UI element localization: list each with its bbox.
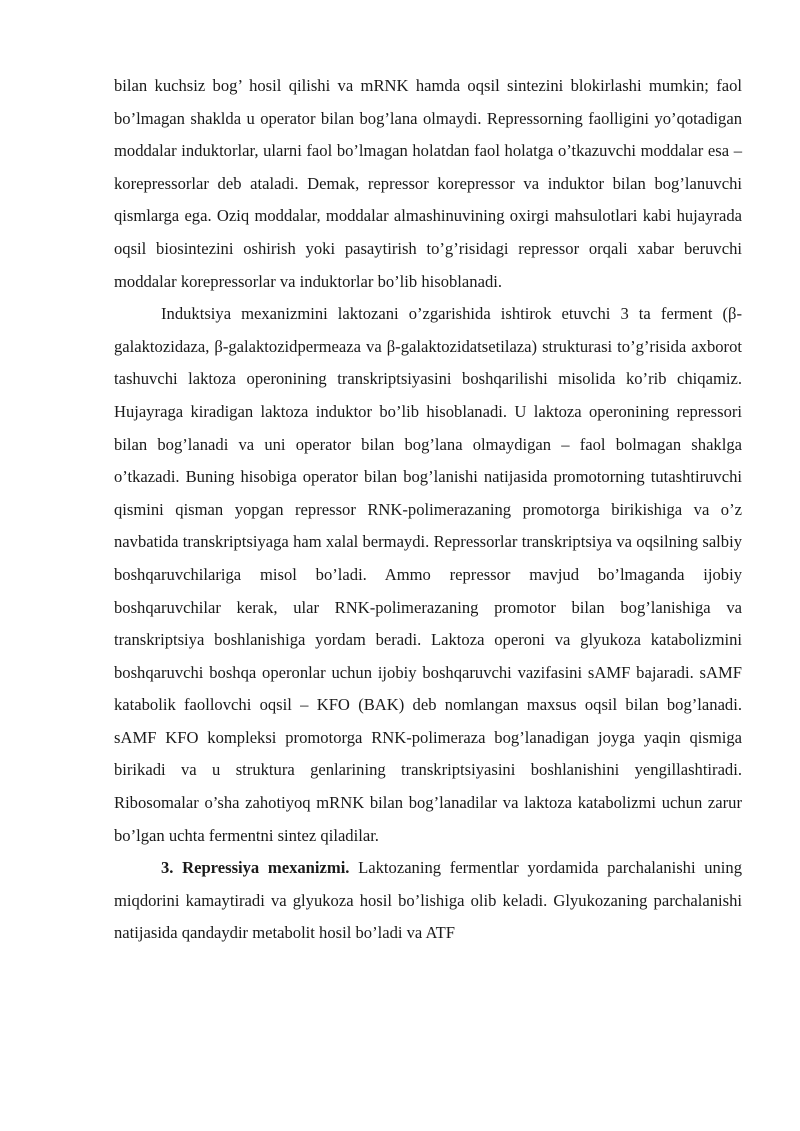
- paragraph-3-body: Laktozaning fermentlar yordamida parchalanishi uning miqdorini kamaytiradi va glyukoza hosil bo’lishiga olib keladi. Glyukozaning parchalanishi natijasida qandaydir metabolit hosil bo’ladi va ATF: [114, 858, 743, 943]
- paragraph-1: bilan kuchsiz bog’ hosil qilishi va mRNK hamda oqsil sintezini blokirlashi mumkin; faol bo’lmagan shaklda u operator bilan bog’lana olmaydi. Repressorning faolligini yo’qotadigan moddalar induktorlar, ularni faol bo’lmagan holatdan faol holatga o’tkazuvchi moddalar esa – korepressorlar deb ataladi. Demak, repressor korepressor va induktor bilan bog’lanuvchi qismlarga ega. Oziq moddalar, moddalar almashinuvining oxirgi mahsulotlari kabi hujayrada oqsil biosintezini oshirish yoki pasaytirish to’g’risidagi repressor orqali xabar beruvchi moddalar korepressorlar va induktorlar bo’lib hisoblanadi.: [114, 76, 742, 291]
- paragraph-2: Induktsiya mexanizmini laktozani o’zgarishida ishtirok etuvchi 3 ta ferment (β-galaktozidaza, β-galaktozidpermeaza va β-galaktozidatsetilaza) strukturasi to’g’risida axborot tashuvchi laktoza operonining transkriptsiyasini boshqarilishi misolida ko’rib chiqamiz. Hujayraga kiradigan laktoza induktor bo’lib hisoblanadi. U laktoza operonining repressori bilan bog’lanadi va uni operator bilan bog’lana olmaydigan – faol bolmagan shaklga o’tkazadi. Buning hisobiga operator bilan bog’lanishi natijasida promotorning tutashtiruvchi qismini qisman yopgan repressor RNK-polimerazaning promotorga birikishiga va o’z navbatida transkriptsiyaga ham xalal bermaydi. Repressorlar transkriptsiya va oqsilning salbiy boshqaruvchilariga misol bo’ladi. Ammo repressor mavjud bo’lmaganda ijobiy boshqaruvchilar kerak, ular RNK-polimerazaning promotor bilan bog’lanishiga va transkriptsiya boshlanishiga yordam beradi. Laktoza operoni va glyukoza katabolizmini boshqaruvchi boshqa operonlar uchun ijobiy boshqaruvchi vazifasini sAMF bajaradi. sAMF katabolik faollovchi oqsil – KFO (BAK) deb nomlangan maxsus oqsil bilan bog’lanadi. sAMF KFO kompleksi promotorga RNK-polimeraza bog’lanadigan joyga yaqin qismiga birikadi va u struktura genlarining transkriptsiyasini boshlanishini yengillashtiradi. Ribosomalar o’sha zahotiyoq mRNK bilan bog’lanadilar va laktoza katabolizmi uchun zarur bo’lgan uchta fermentni sintez qiladilar.: [114, 304, 742, 845]
- section-heading: 3. Repressiya mexanizmi.: [161, 858, 350, 878]
- paragraph-3: [114, 852, 742, 950]
- document-page: [114, 70, 742, 950]
